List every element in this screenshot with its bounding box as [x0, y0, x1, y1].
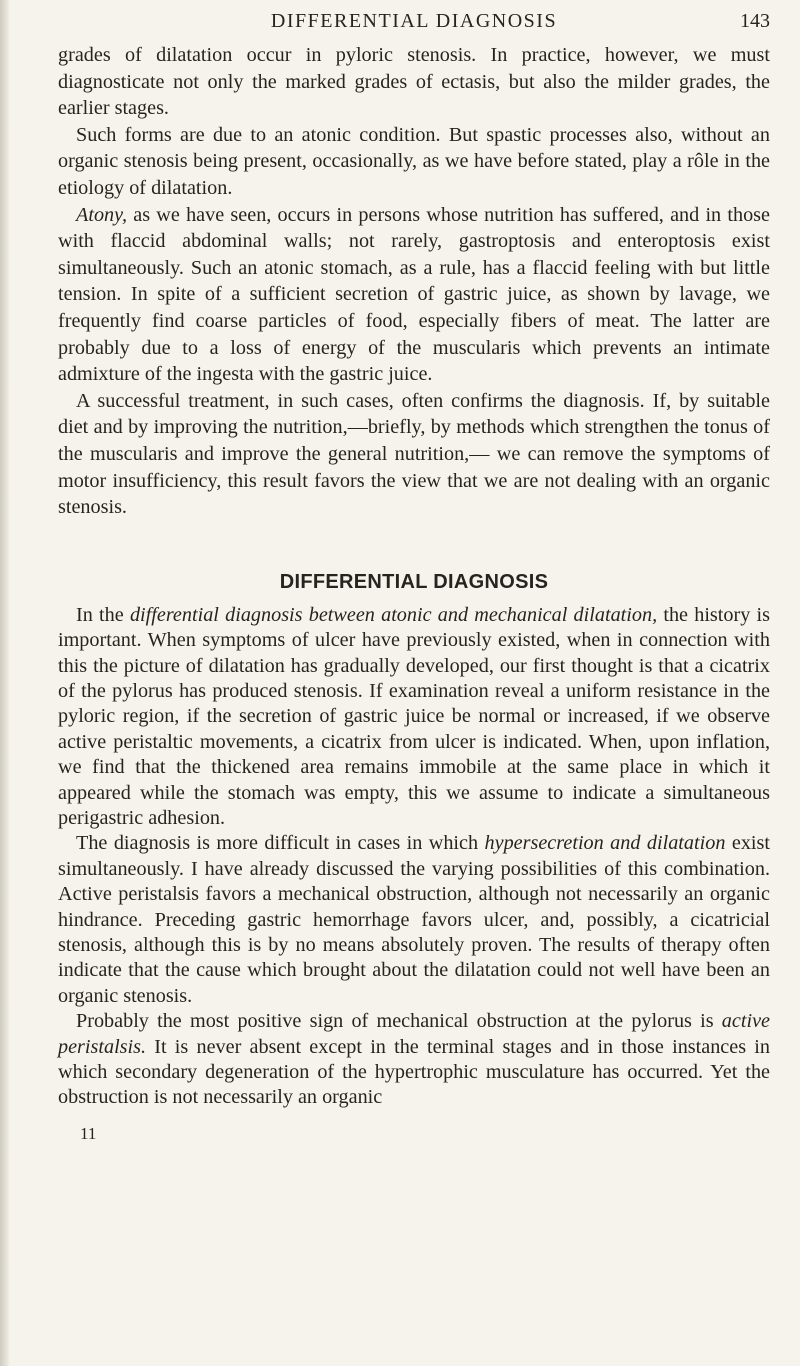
italic-text: differential diagnosis between atonic and mechanical dilatation, [129, 603, 658, 626]
signature-mark: 11 [80, 1124, 97, 1143]
text-run: exist simultaneously. I have already discussed the varying possibilities of this combination. Active peristalsis favors a mechanical obstruction, although not necessarily an organic hindrance. Preceding gastric hemorrhage favors ulcer, and, possibly, a cicatricial stenosis, although this is by no means absolutely proven. The results of therapy often indicate that the cause which brought about the dilatation could not well have been an organic stenosis. [58, 832, 770, 1007]
text-run: It is never absent except in the terminal stages and in those instances in which secondary degeneration of the hypertrophic musculature has occurred. Yet the obstruction is not necessarily an organic [58, 1035, 770, 1109]
paragraph [58, 122, 770, 202]
paragraph [58, 1009, 770, 1111]
paragraph [58, 202, 770, 388]
paragraph [58, 603, 770, 832]
text-run: Such forms are due to an atonic condition. But spastic processes also, without an organic stenosis being present, occasionally, as we have before stated, play a rôle in the etiology of dilatation. [58, 123, 770, 199]
text-run: In the [76, 603, 130, 626]
text-run: The diagnosis is more difficult in cases in which [76, 832, 485, 855]
page-edge-shadow [0, 0, 10, 1366]
text-run: grades of dilatation occur in pyloric stenosis. In practice, however, we must diagnosticate not only the marked grades of ectasis, but also the milder grades, the earlier stages. [58, 44, 770, 120]
paragraph [58, 388, 770, 521]
text-run: A successful treatment, in such cases, often confirms the diagnosis. If, by suitable diet and by improving the nutrition,—briefly, by methods which strengthen the tonus of the muscularis and improve the general nutrition,— we can remove the symptoms of motor insufficiency, this result favors the view that we are not dealing with an organic stenosis. [58, 389, 770, 519]
italic-text: active peristalsis. [58, 1010, 770, 1058]
text-run: as we have seen, occurs in persons whose nutrition has suffered, and in those with flaccid abdominal walls; not rarely, gastroptosis and enteroptosis exist simultaneously. Such an atonic stomach, as a rule, has a flaccid feeling with but little tension. In spite of a sufficient secretion of gastric juice, as shown by lavage, we frequently find coarse particles of food, especially fibers of meat. The latter are probably due to a loss of energy of the muscularis which prevents an intimate admixture of the ingesta with the gastric juice. [58, 203, 770, 386]
paragraph [58, 42, 770, 122]
italic-text: Atony, [76, 203, 128, 226]
running-head-title: DIFFERENTIAL DIAGNOSIS [270, 10, 558, 32]
running-head [58, 4, 770, 38]
italic-text: hypersecretion and dilatation [484, 832, 726, 855]
text-run: Probably the most positive sign of mechanical obstruction at the pylorus is [76, 1010, 722, 1033]
paragraph [58, 831, 770, 1009]
body-text [58, 42, 770, 1111]
section-heading: DIFFERENTIAL DIAGNOSIS [279, 570, 549, 593]
text-run: the history is important. When symptoms of ulcer have previously existed, when in connection with this the picture of dilatation has gradually developed, our first thought is that a cicatrix of the pylorus has produced stenosis. If examination reveal a uniform resistance in the pyloric region, if the secretion of gastric juice be normal or increased, if we observe active peristaltic movements, a cicatrix from ulcer is indicated. When, upon inflation, we find that the thickened area remains immobile at the same place in which it appeared while the stomach was empty, this we assume to indicate a simultaneous perigastric adhesion. [58, 603, 770, 829]
page-number: 143 [740, 10, 770, 32]
